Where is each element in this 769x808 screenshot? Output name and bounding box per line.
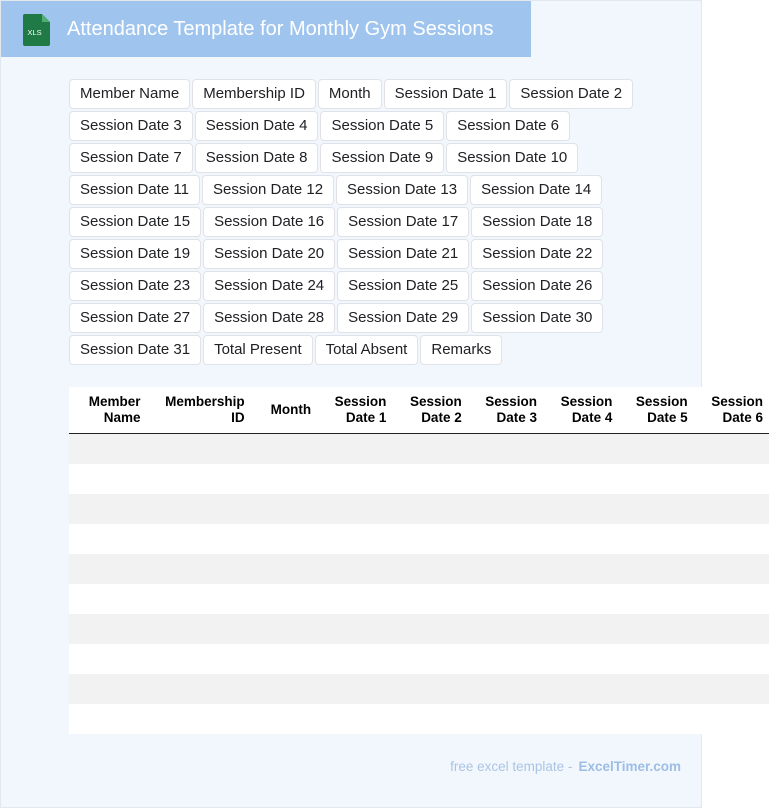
field-chip[interactable]: Session Date 9 (320, 143, 444, 173)
table-cell[interactable] (618, 524, 693, 554)
table-cell[interactable] (392, 494, 467, 524)
table-cell[interactable] (392, 704, 467, 734)
table-cell[interactable] (147, 644, 251, 674)
table-cell[interactable] (618, 494, 693, 524)
table-cell[interactable] (317, 644, 392, 674)
svg-text:XLS: XLS (27, 28, 42, 37)
table-cell[interactable] (543, 494, 618, 524)
table-cell[interactable] (392, 524, 467, 554)
table-row (69, 644, 769, 674)
table-cell[interactable] (251, 494, 317, 524)
table-cell[interactable] (468, 644, 543, 674)
table-cell[interactable] (392, 614, 467, 644)
field-chip[interactable]: Session Date 12 (202, 175, 334, 205)
table-cell[interactable] (251, 674, 317, 704)
table-cell[interactable] (392, 464, 467, 494)
field-chip[interactable]: Total Absent (315, 335, 419, 365)
table-cell[interactable] (392, 674, 467, 704)
table-cell[interactable] (468, 614, 543, 644)
table-cell[interactable] (543, 464, 618, 494)
field-chip[interactable]: Session Date 18 (471, 207, 603, 237)
field-chip[interactable]: Session Date 24 (203, 271, 335, 301)
table-row (69, 614, 769, 644)
footer-credit (450, 759, 681, 774)
table-cell[interactable] (694, 494, 769, 524)
table-cell[interactable] (468, 704, 543, 734)
table-cell[interactable] (147, 584, 251, 614)
table-row (69, 554, 769, 584)
column-header[interactable]: Session Date 1 (317, 387, 392, 434)
table-cell[interactable] (468, 464, 543, 494)
table-cell[interactable] (251, 584, 317, 614)
field-chip[interactable]: Session Date 13 (336, 175, 468, 205)
table-cell[interactable] (69, 554, 147, 584)
attendance-table (69, 387, 769, 734)
table-cell[interactable] (694, 434, 769, 465)
table-cell[interactable] (468, 434, 543, 465)
table-cell[interactable] (147, 614, 251, 644)
table-cell[interactable] (694, 644, 769, 674)
table-cell[interactable] (147, 434, 251, 465)
table-cell[interactable] (251, 434, 317, 465)
field-chip[interactable]: Session Date 27 (69, 303, 201, 333)
field-chip[interactable]: Session Date 17 (337, 207, 469, 237)
column-header[interactable]: Session Date 3 (468, 387, 543, 434)
table-cell[interactable] (618, 674, 693, 704)
field-chip[interactable]: Session Date 23 (69, 271, 201, 301)
table-cell[interactable] (618, 704, 693, 734)
table-cell[interactable] (69, 494, 147, 524)
table-cell[interactable] (543, 434, 618, 465)
table-row (69, 584, 769, 614)
table-cell[interactable] (251, 614, 317, 644)
table-cell[interactable] (147, 494, 251, 524)
table-cell[interactable] (147, 464, 251, 494)
table-row (69, 494, 769, 524)
table-cell[interactable] (69, 704, 147, 734)
footer-text: free excel template - (450, 759, 573, 774)
table-cell[interactable] (317, 494, 392, 524)
table-cell[interactable] (147, 674, 251, 704)
table-cell[interactable] (392, 644, 467, 674)
table-cell[interactable] (694, 614, 769, 644)
table-cell[interactable] (69, 434, 147, 465)
table-cell[interactable] (392, 434, 467, 465)
table-cell[interactable] (694, 704, 769, 734)
table-row (69, 434, 769, 465)
table-cell[interactable] (317, 554, 392, 584)
table-row (69, 464, 769, 494)
field-chip[interactable]: Session Date 31 (69, 335, 201, 365)
table-cell[interactable] (694, 464, 769, 494)
table-cell[interactable] (317, 704, 392, 734)
field-chip[interactable]: Session Date 7 (69, 143, 193, 173)
table-cell[interactable] (251, 644, 317, 674)
field-chip[interactable]: Session Date 5 (320, 111, 444, 141)
header-banner (1, 1, 531, 57)
table-cell[interactable] (543, 704, 618, 734)
field-chip[interactable]: Session Date 15 (69, 207, 201, 237)
table-cell[interactable] (69, 584, 147, 614)
column-header[interactable]: Member Name (69, 387, 147, 434)
table-cell[interactable] (317, 614, 392, 644)
column-header[interactable]: Membership ID (147, 387, 251, 434)
table-cell[interactable] (69, 644, 147, 674)
table-cell[interactable] (543, 554, 618, 584)
field-chip[interactable]: Session Date 30 (471, 303, 603, 333)
field-chip[interactable]: Member Name (69, 79, 190, 109)
table-cell[interactable] (251, 704, 317, 734)
table-cell[interactable] (317, 674, 392, 704)
table-cell[interactable] (543, 644, 618, 674)
table-cell[interactable] (618, 614, 693, 644)
column-header[interactable]: Session Date 4 (543, 387, 618, 434)
table-cell[interactable] (317, 464, 392, 494)
table-cell[interactable] (251, 554, 317, 584)
table-cell[interactable] (694, 554, 769, 584)
table-cell[interactable] (618, 554, 693, 584)
field-chip[interactable]: Session Date 19 (69, 239, 201, 269)
table-cell[interactable] (69, 614, 147, 644)
table-cell[interactable] (543, 584, 618, 614)
table-cell[interactable] (468, 674, 543, 704)
column-header[interactable]: Session Date 5 (618, 387, 693, 434)
table-cell[interactable] (251, 464, 317, 494)
table-cell[interactable] (618, 464, 693, 494)
field-chip[interactable]: Session Date 21 (337, 239, 469, 269)
table-cell[interactable] (543, 674, 618, 704)
field-chip[interactable]: Session Date 3 (69, 111, 193, 141)
footer-brand-link[interactable]: ExcelTimer.com (578, 759, 681, 774)
table-row (69, 674, 769, 704)
attendance-table-container[interactable] (69, 387, 763, 734)
table-cell[interactable] (69, 674, 147, 704)
field-chip[interactable]: Session Date 2 (509, 79, 633, 109)
field-chip[interactable]: Session Date 20 (203, 239, 335, 269)
table-cell[interactable] (618, 584, 693, 614)
column-header[interactable]: Session Date 6 (694, 387, 769, 434)
table-cell[interactable] (468, 524, 543, 554)
field-chip[interactable]: Session Date 4 (195, 111, 319, 141)
table-row (69, 524, 769, 554)
table-cell[interactable] (392, 584, 467, 614)
field-chip[interactable]: Session Date 14 (470, 175, 602, 205)
table-cell[interactable] (694, 674, 769, 704)
table-cell[interactable] (694, 584, 769, 614)
field-chip[interactable]: Session Date 29 (337, 303, 469, 333)
table-cell[interactable] (468, 584, 543, 614)
table-cell[interactable] (468, 494, 543, 524)
field-chip[interactable]: Session Date 28 (203, 303, 335, 333)
table-cell[interactable] (317, 584, 392, 614)
table-cell[interactable] (618, 434, 693, 465)
column-header[interactable]: Month (251, 387, 317, 434)
field-chip[interactable]: Session Date 22 (471, 239, 603, 269)
table-cell[interactable] (543, 614, 618, 644)
field-chip[interactable]: Session Date 16 (203, 207, 335, 237)
field-chip[interactable]: Remarks (420, 335, 502, 365)
table-cell[interactable] (69, 524, 147, 554)
field-chip-list (69, 79, 689, 365)
table-body (69, 434, 769, 735)
field-chip[interactable]: Month (318, 79, 382, 109)
table-cell[interactable] (694, 524, 769, 554)
xls-file-icon (23, 14, 50, 46)
table-cell[interactable] (147, 524, 251, 554)
field-chip[interactable]: Session Date 6 (446, 111, 570, 141)
table-cell[interactable] (251, 524, 317, 554)
table-cell[interactable] (147, 704, 251, 734)
field-chip[interactable]: Session Date 1 (384, 79, 508, 109)
field-chip[interactable]: Session Date 11 (69, 175, 200, 205)
table-row (69, 704, 769, 734)
table-cell[interactable] (147, 554, 251, 584)
table-header-row (69, 387, 769, 434)
column-header[interactable]: Session Date 2 (392, 387, 467, 434)
page-title: Attendance Template for Monthly Gym Sessions (67, 18, 494, 40)
table-cell[interactable] (317, 434, 392, 465)
table-cell[interactable] (69, 464, 147, 494)
table-cell[interactable] (392, 554, 467, 584)
field-chip[interactable]: Session Date 26 (471, 271, 603, 301)
table-cell[interactable] (618, 644, 693, 674)
table-cell[interactable] (317, 524, 392, 554)
table-cell[interactable] (468, 554, 543, 584)
field-chip[interactable]: Session Date 25 (337, 271, 469, 301)
field-chip[interactable]: Session Date 10 (446, 143, 578, 173)
field-chip[interactable]: Session Date 8 (195, 143, 319, 173)
field-chip[interactable]: Membership ID (192, 79, 316, 109)
table-cell[interactable] (543, 524, 618, 554)
field-chip[interactable]: Total Present (203, 335, 313, 365)
